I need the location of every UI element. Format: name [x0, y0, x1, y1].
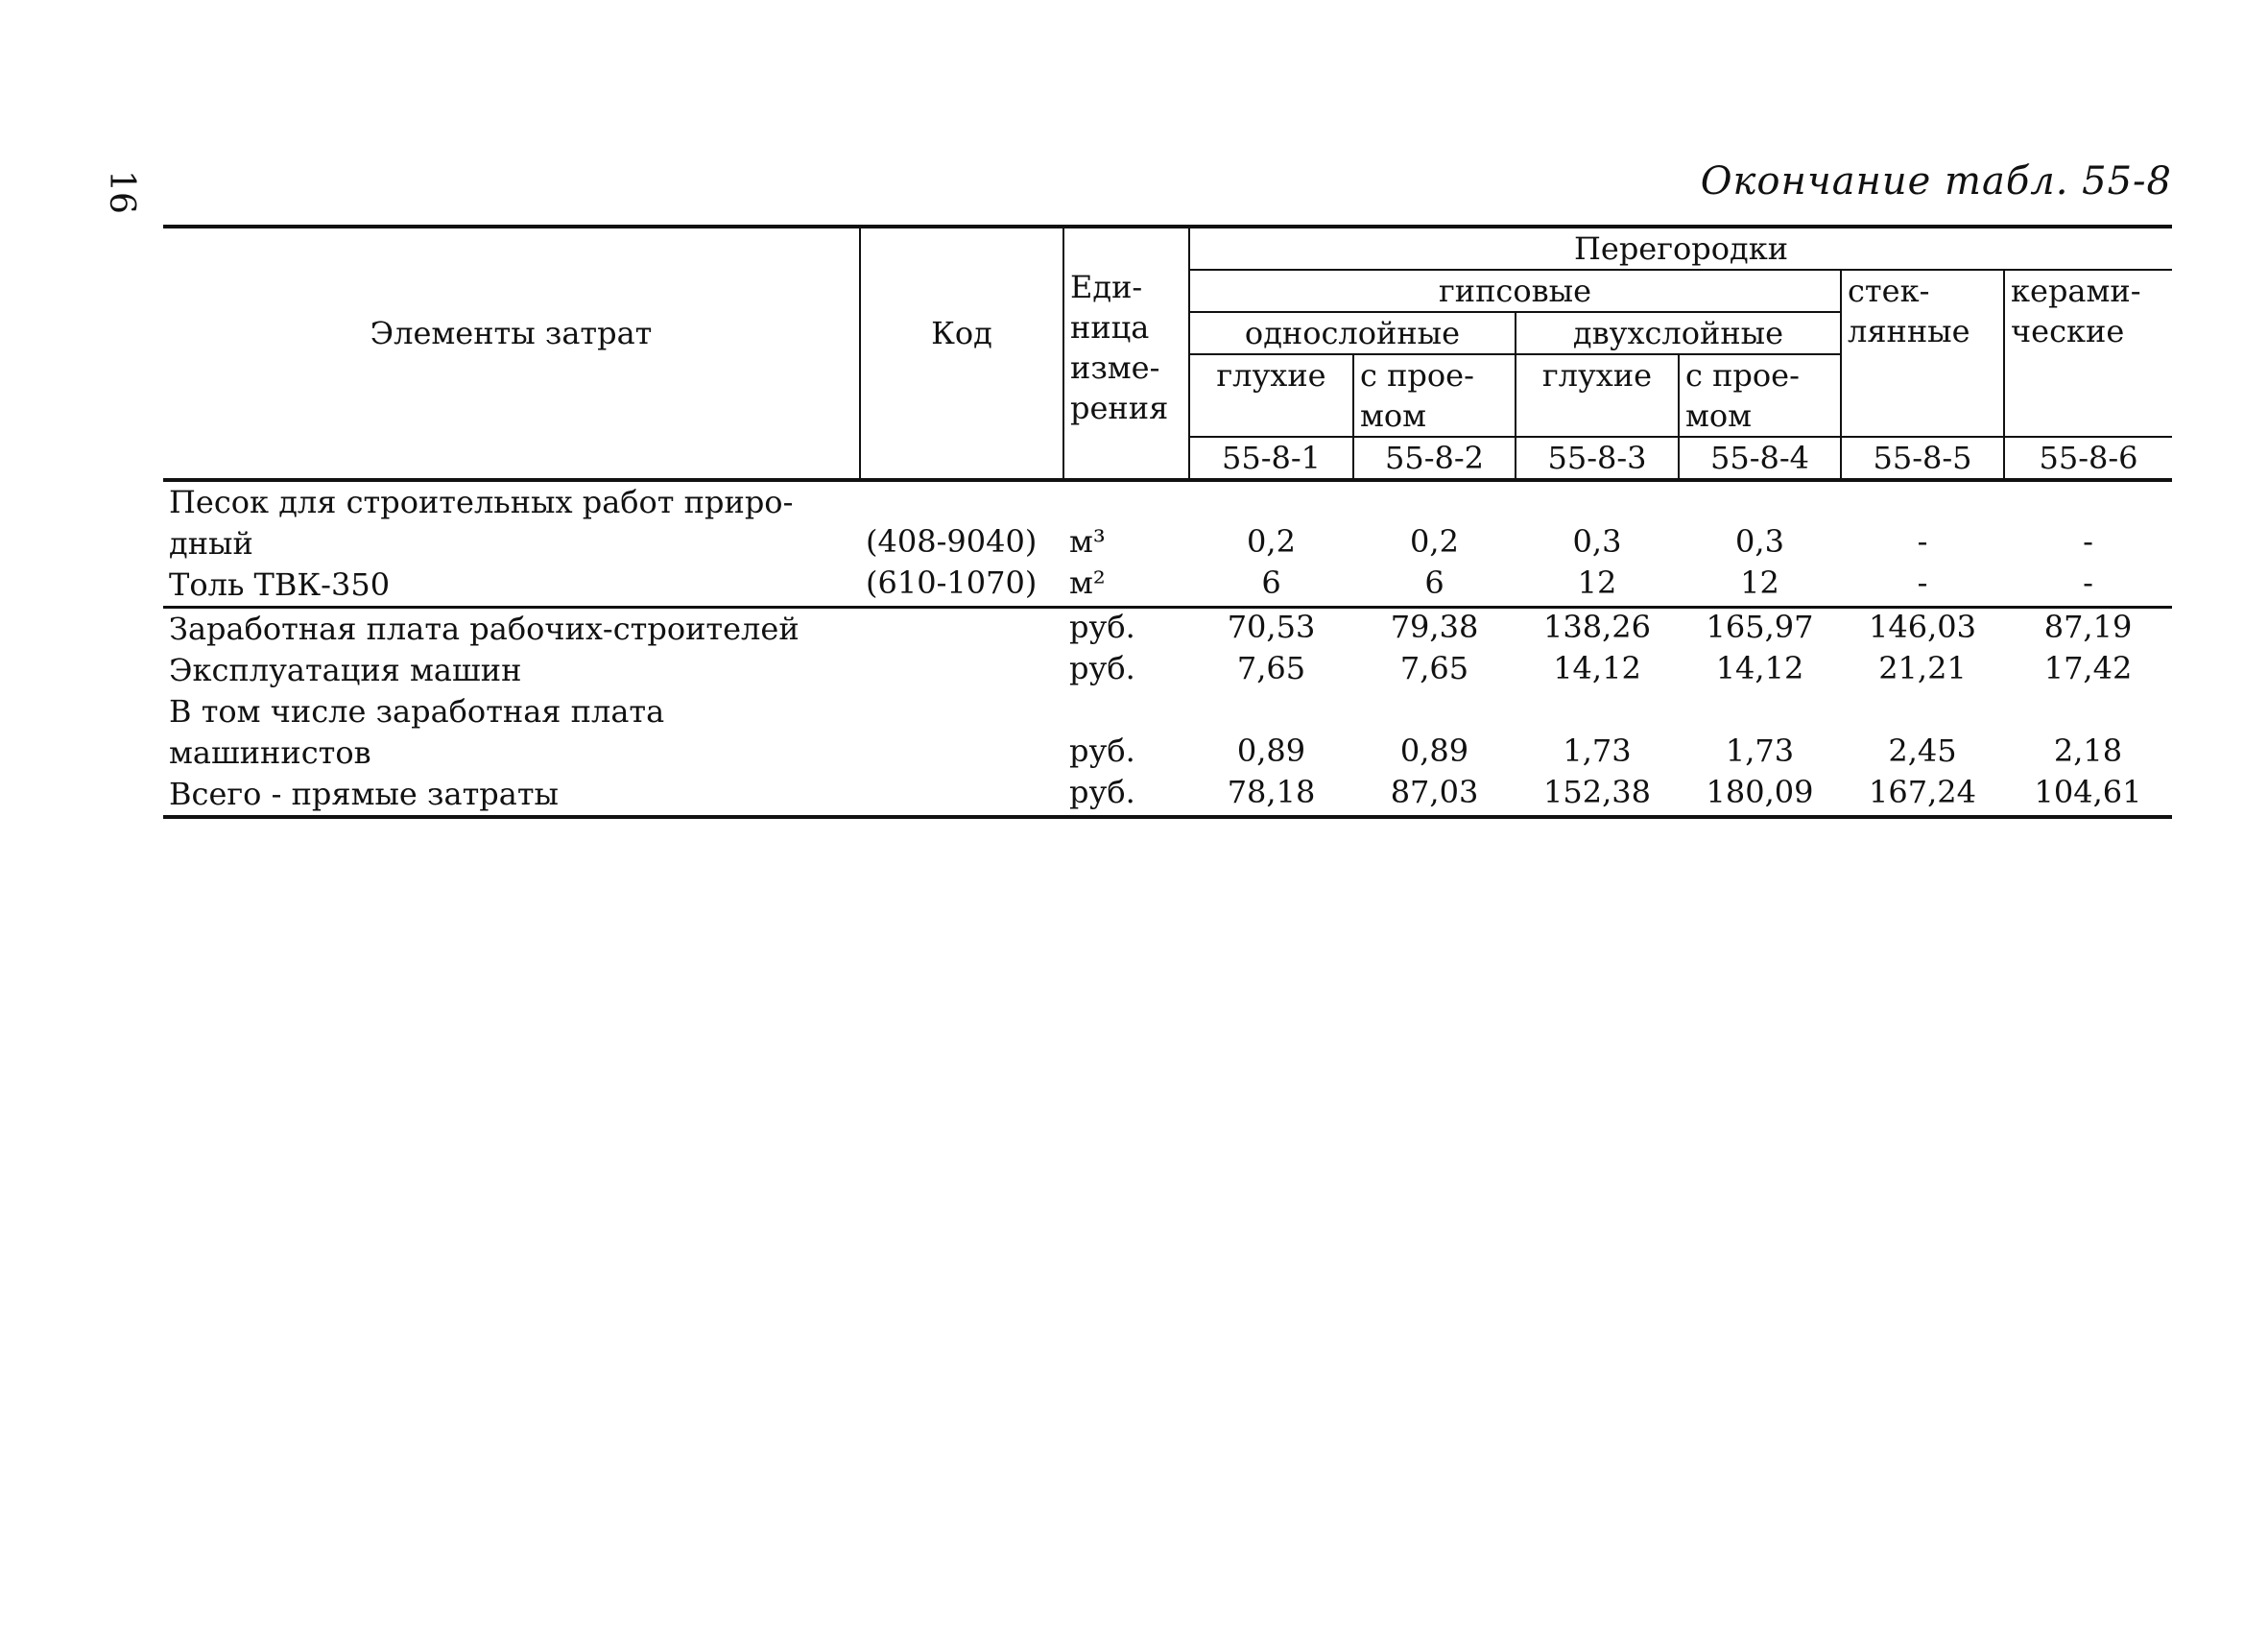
row-name: Всего - прямые затраты	[163, 774, 860, 817]
header-glass-line: стек-	[1848, 273, 1930, 309]
row-value: 14,12	[1715, 650, 1804, 686]
code-row-spacer	[163, 437, 860, 480]
table-row	[163, 691, 2172, 732]
row-value: 21,21	[1878, 650, 1967, 686]
row-value: 0,89	[1236, 732, 1306, 769]
row-name: машинистов	[169, 734, 371, 771]
row-code	[860, 774, 1063, 817]
row-value: 17,42	[2043, 650, 2133, 686]
header-opening-line: с прое-	[1685, 357, 1800, 394]
row-name: Толь ТВК-350	[169, 566, 391, 603]
row-value: 152,38	[1516, 774, 1679, 817]
header-gypsum: гипсовые	[1189, 270, 1841, 312]
row-code	[860, 650, 1063, 691]
column-code: 55-8-3	[1516, 437, 1679, 480]
row-value: 1,73	[1725, 732, 1795, 769]
row-filler	[860, 691, 2172, 732]
column-code: 55-8-5	[1841, 437, 2004, 480]
cost-table	[163, 225, 2172, 819]
row-value: -	[2083, 523, 2093, 560]
header-glass	[1841, 270, 2004, 437]
row-value: 14,12	[1553, 650, 1641, 686]
row-unit: руб.	[1063, 774, 1189, 817]
row-value: 87,03	[1353, 774, 1516, 817]
row-value: 70,53	[1189, 608, 1353, 651]
header-unit-line: изме-	[1070, 349, 1160, 386]
header-double-layer: двухслойные	[1516, 312, 1841, 354]
row-value: 0,3	[1735, 523, 1784, 560]
row-value: 1,73	[1563, 732, 1632, 769]
row-unit: м²	[1069, 564, 1106, 601]
header-blind-2: глухие	[1516, 354, 1679, 437]
row-value: 0,2	[1410, 523, 1459, 560]
table-row	[163, 608, 2172, 651]
row-code: (610-1070)	[866, 564, 1038, 601]
table-row	[163, 650, 2172, 691]
column-code: 55-8-1	[1189, 437, 1353, 480]
row-value: -	[1917, 523, 1928, 560]
row-unit: м³	[1069, 523, 1106, 560]
row-value: 138,26	[1516, 608, 1679, 651]
row-filler	[860, 480, 2172, 523]
row-value: 79,38	[1353, 608, 1516, 651]
row-value: 167,24	[1841, 774, 2004, 817]
row-name: Заработная плата рабочих-строителей	[163, 608, 860, 651]
row-value: 78,18	[1189, 774, 1353, 817]
table-row	[163, 732, 2172, 774]
code-row-spacer	[1063, 437, 1189, 480]
row-value: 146,03	[1841, 608, 2004, 651]
row-value: 2,45	[1888, 732, 1957, 769]
row-value: 0,89	[1399, 732, 1469, 769]
row-value: 87,19	[2004, 608, 2172, 651]
row-value: 12	[1577, 564, 1617, 601]
table-row	[163, 523, 2172, 564]
header-single-layer: однослойные	[1189, 312, 1516, 354]
row-name: В том числе заработная плата	[169, 693, 665, 730]
row-value: -	[2083, 564, 2093, 601]
row-value: 104,61	[2004, 774, 2172, 817]
header-ceramic	[2004, 270, 2172, 437]
column-code: 55-8-4	[1679, 437, 1841, 480]
row-name: Песок для строительных работ приро-	[169, 484, 794, 520]
row-value: 7,65	[1399, 650, 1469, 686]
row-value: 7,65	[1236, 650, 1306, 686]
header-unit	[1063, 227, 1189, 437]
header-code: Код	[860, 227, 1063, 437]
row-value: 6	[1261, 564, 1281, 601]
header-unit-line: ница	[1070, 309, 1150, 346]
table-row	[163, 774, 2172, 817]
row-name: дный	[169, 525, 253, 562]
row-value: 0,3	[1572, 523, 1622, 560]
code-row-spacer	[860, 437, 1063, 480]
row-value: 2,18	[2053, 732, 2123, 769]
row-unit: руб.	[1069, 650, 1135, 686]
column-code: 55-8-2	[1353, 437, 1516, 480]
header-ceramic-line: ческие	[2011, 313, 2125, 349]
header-opening-line: с прое-	[1360, 357, 1474, 394]
row-code	[860, 732, 1063, 774]
header-glass-line: лянные	[1848, 313, 1970, 349]
table-row	[163, 480, 2172, 523]
header-opening-1	[1353, 354, 1516, 437]
header-elements: Элементы затрат	[163, 227, 860, 437]
row-value: 0,2	[1247, 523, 1296, 560]
page-number: 16	[102, 170, 141, 214]
header-unit-line: Еди-	[1070, 269, 1143, 305]
row-value: 165,97	[1679, 608, 1841, 651]
row-value: 6	[1424, 564, 1444, 601]
row-unit: руб.	[1063, 608, 1189, 651]
row-unit: руб.	[1069, 732, 1135, 769]
header-blind-1: глухие	[1189, 354, 1353, 437]
row-value: -	[1917, 564, 1928, 601]
row-code	[860, 608, 1063, 651]
header-ceramic-line: керами-	[2011, 273, 2141, 309]
header-partitions: Перегородки	[1189, 227, 2172, 270]
row-value: 12	[1740, 564, 1779, 601]
row-name: Эксплуатация машин	[169, 652, 522, 688]
header-opening-line: мом	[1360, 397, 1427, 434]
column-code: 55-8-6	[2004, 437, 2172, 480]
row-value: 180,09	[1679, 774, 1841, 817]
header-opening-2	[1679, 354, 1841, 437]
header-unit-line: рения	[1070, 390, 1169, 426]
header-opening-line: мом	[1685, 397, 1753, 434]
table-row	[163, 564, 2172, 608]
row-code: (408-9040)	[866, 523, 1038, 560]
table-caption: Окончание табл. 55-8	[1700, 159, 2172, 204]
